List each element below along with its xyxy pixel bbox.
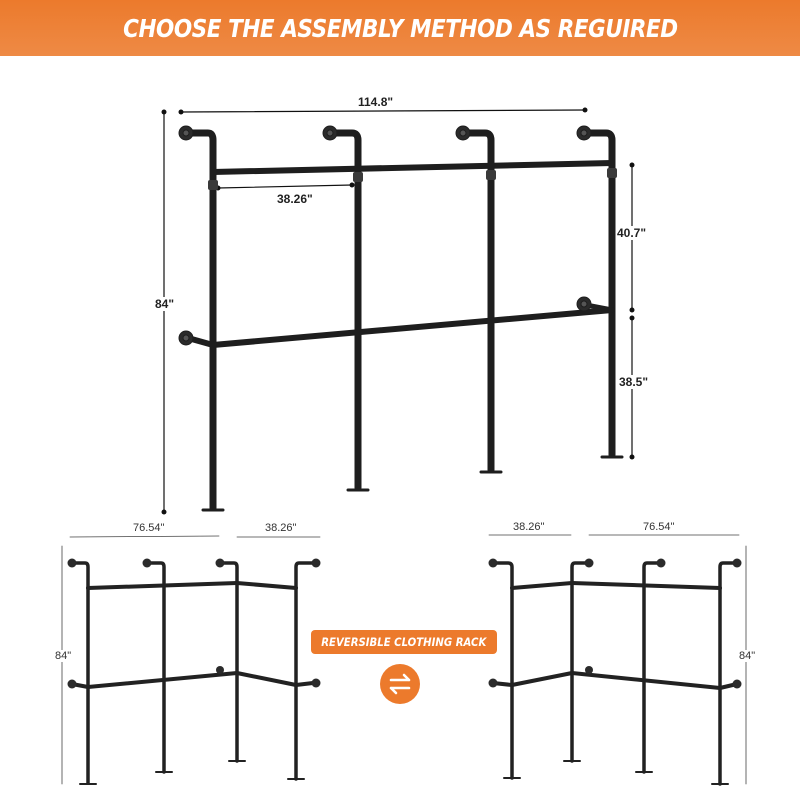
right-dim-long-side: 76.54" <box>643 521 675 533</box>
right-dim-short-side: 38.26" <box>513 521 545 533</box>
right-l-rack-drawing <box>489 535 747 784</box>
dim-total-width: 114.8" <box>358 95 394 109</box>
reversible-badge <box>311 630 497 654</box>
dim-upper-gap: 40.7" <box>617 226 647 240</box>
left-dim-long-side: 76.54" <box>133 522 165 534</box>
main-rack-drawing <box>162 108 635 515</box>
dim-section-width: 38.26" <box>277 192 313 206</box>
right-dim-height: 84" <box>739 650 756 662</box>
swap-arrows-icon <box>380 664 420 704</box>
left-dim-short-side: 38.26" <box>265 522 297 534</box>
reversible-badge-label: REVERSIBLE CLOTHING RACK <box>321 635 487 649</box>
dim-lower-height: 38.5" <box>619 375 649 389</box>
left-dim-height: 84" <box>55 650 72 662</box>
dim-total-height: 84" <box>155 297 175 311</box>
left-l-rack-drawing <box>62 536 321 784</box>
page-title: CHOOSE THE ASSEMBLY METHOD AS REGUIRED <box>122 13 678 43</box>
